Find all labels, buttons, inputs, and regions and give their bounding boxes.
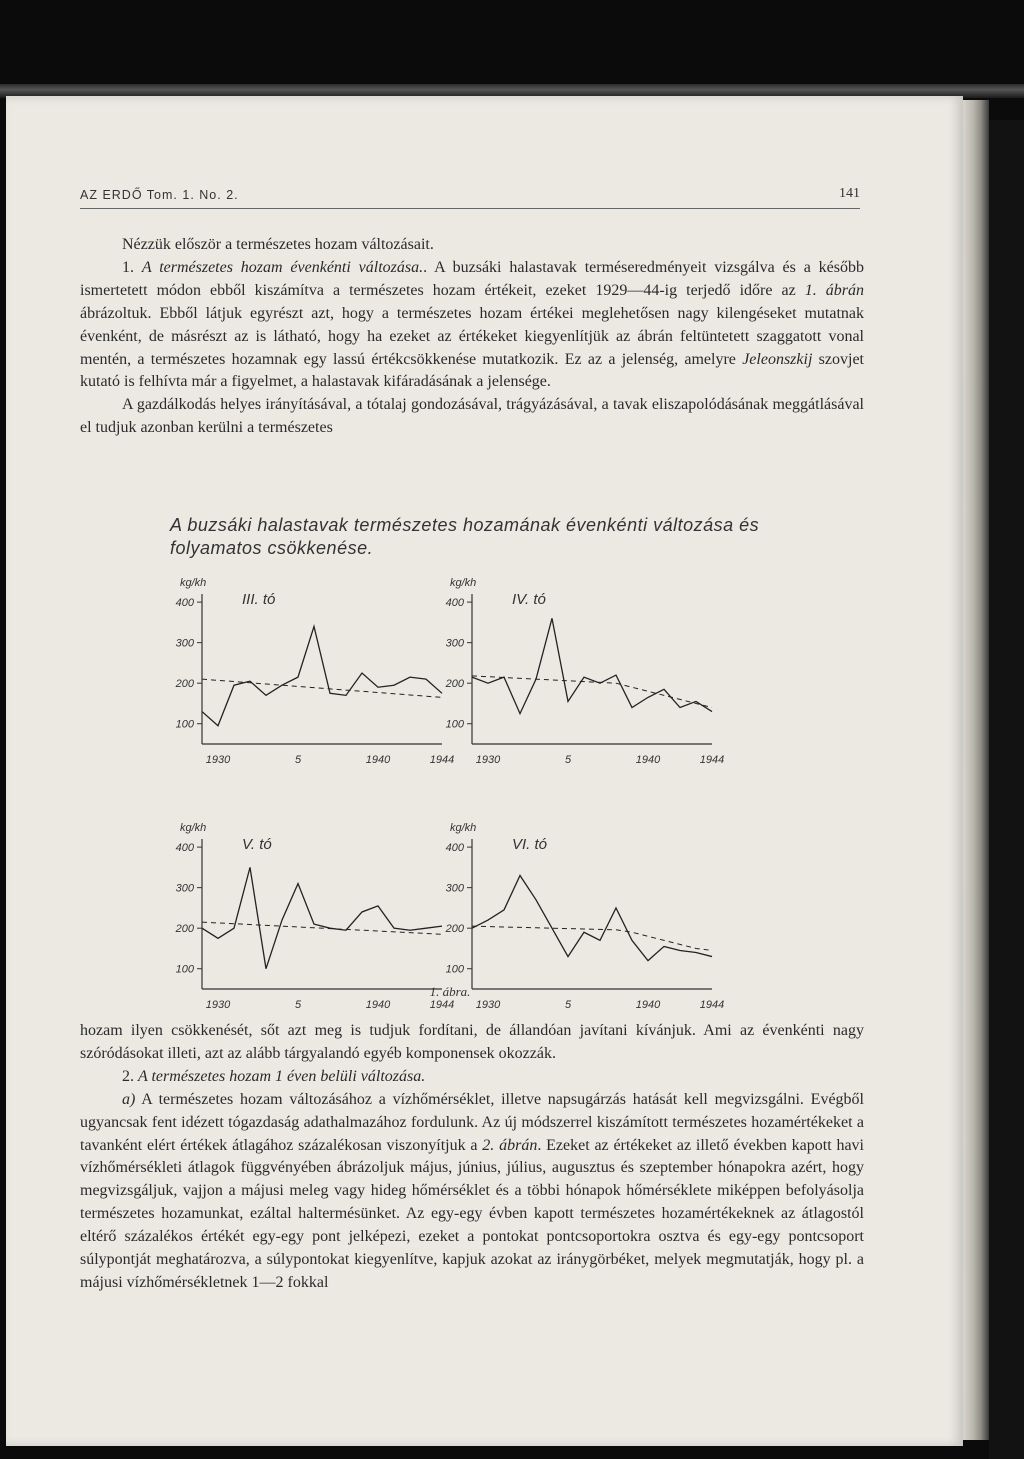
y-tick-label: 300 (175, 637, 194, 650)
y-tick-label: 100 (445, 718, 464, 731)
y-tick-label: 100 (175, 963, 194, 976)
figure-caption: 1. ábra. (429, 984, 471, 999)
author-name: Jeleonszkij (742, 350, 813, 368)
y-tick-label: 200 (445, 678, 464, 691)
x-tick-label: 1940 (635, 754, 661, 766)
body-text-bottom (80, 1020, 864, 1295)
paragraph-subsection-a: a) A természetes hozam változásához a vízhőmérséklet, illetve napsugárzás hatását kell megvizsgálni. Evégből ugyancsak fent idézett tógazdaság adathalmazához fordulunk. Az új módszerrel kiszámított természetes hozamértékeket a tavanként elért értékek átlagához százalékosan viszonyítjuk a 2. ábrán. Ezeket az értékeket az illető években kapott havi vízhőmérsékleti átlagok függvényében ábrázoljuk május, június, július, augusztus és szeptember hónapokra azért, hogy megvizsgáljuk, vajjon a májusi meleg vagy hideg hőmérséklet és a többi hónapok hőmérséklete miképpen befolyásolja természetes hozamunkat, ezáltal haltermésünket. Az egy-egy évben kapott természetes hozamértékeknek az átlagostól eltérő százalékos értékét egy-egy pont jelképezi, ezeket a pontokat pontcsoportokra osztva és egy-egy pontcsoport súlypontját meghatározva, a súlypontokat kiegyenlítve, kapjuk azokat az iránygörbéket, melyek megmutatják, hogy pl. a májusi vízhőmérsékletnek 1—2 fokkal (80, 1090, 864, 1291)
natural-yield-line (472, 875, 712, 960)
trend-dashed-line (202, 679, 442, 697)
panel-label: III. tó (242, 591, 276, 608)
y-tick-label: 200 (175, 923, 194, 936)
x-tick-label: 5 (294, 754, 302, 766)
paragraph-intro: Nézzük először a természetes hozam változásait. (122, 236, 434, 253)
y-unit-label: kg/kh (180, 577, 207, 589)
background-dark (989, 120, 1024, 1459)
x-tick-label: 1944 (429, 754, 455, 766)
x-tick-label: 1940 (365, 754, 391, 766)
natural-yield-line (202, 626, 442, 725)
paragraph-section-2 (80, 1066, 864, 1089)
x-tick-label: 1940 (365, 999, 391, 1011)
figure-reference: 1. ábrán (804, 281, 864, 299)
paragraph-management: A gazdálkodás helyes irányításával, a tótalaj gondozásával, trágyázásával, a tavak eliszapolódásának meggátlásával el tudjuk azonban kerülni a természetes (80, 396, 864, 437)
y-unit-label: kg/kh (450, 577, 477, 589)
x-tick-label: 1940 (635, 999, 661, 1011)
y-tick-label: 200 (445, 923, 464, 936)
section-title: A természetes hozam 1 éven belüli változása. (138, 1067, 426, 1085)
body-text-top (80, 234, 864, 440)
x-tick-label: 1930 (475, 999, 501, 1011)
x-tick-label: 1930 (205, 999, 231, 1011)
figure-title: A buzsáki halastavak természetes hozamának évenkénti változása és folyamatos csökkenése. (170, 515, 760, 558)
x-tick-label: 1930 (205, 754, 231, 766)
y-tick-label: 100 (175, 718, 194, 731)
trend-dashed-line (202, 922, 442, 934)
y-tick-label: 400 (175, 597, 194, 610)
page-stack-edge (963, 100, 989, 1440)
journal-title: AZ ERDŐ Tom. 1. No. 2. (80, 188, 239, 202)
panel-label: V. tó (242, 836, 272, 853)
y-tick-label: 100 (445, 963, 464, 976)
y-tick-label: 400 (175, 842, 194, 855)
panel-label: IV. tó (512, 591, 546, 608)
subsection-marker: a) (122, 1090, 136, 1108)
x-tick-label: 5 (294, 999, 302, 1011)
y-tick-label: 300 (175, 882, 194, 895)
paragraph-section-1: 1. A természetes hozam évenkénti változása.. A buzsáki halastavak terméseredményeit vizsgálva és a később ismertetett módon ebből kiszámítva a természetes hozam értékeit, ezeket 1929—44-ig terjedő időre az 1. ábrán ábrázoltuk. Ebből látjuk egyrészt azt, hogy a természetes hozam értékei meglehetősen nagy kilengéseket mutatnak évenként, de másrészt az is látható, hogy ha ezeket az értékeket kiegyenlítjük az ábrán feltüntetett szaggatott vonal mentén, a természetes hozamnak egy lassú értékcsökkenése mutatkozik. Ez az a jelenség, amelyre Jeleonszkij szovjet kutató is felhívta már a figyelmet, a halastavak kifáradásának a jelensége. (80, 258, 864, 391)
y-tick-label: 200 (175, 678, 194, 691)
page-number: 141 (839, 186, 860, 201)
y-tick-label: 400 (445, 597, 464, 610)
paragraph-continuation: hozam ilyen csökkenését, sőt azt meg is tudjuk fordítani, de állandóan javítani kívánjuk. Ami az évenkénti nagy szóródásokat illeti, azt az alább tárgyalandó egyéb komponensek okozzák. (80, 1022, 864, 1062)
natural-yield-line (472, 618, 712, 713)
y-unit-label: kg/kh (180, 822, 207, 834)
y-unit-label: kg/kh (450, 822, 477, 834)
section-number: 2. (122, 1067, 134, 1085)
x-tick-label: 1944 (429, 999, 455, 1011)
figure-chart-panels (130, 564, 770, 1044)
x-tick-label: 5 (564, 999, 572, 1011)
section-title: A természetes hozam évenkénti változása. (141, 258, 424, 276)
x-tick-label: 1930 (475, 754, 501, 766)
trend-dashed-line (472, 926, 712, 950)
x-tick-label: 1944 (699, 754, 725, 766)
section-number: 1. (122, 258, 134, 276)
y-tick-label: 300 (445, 882, 464, 895)
panel-label: VI. tó (512, 836, 548, 853)
y-tick-label: 400 (445, 842, 464, 855)
x-tick-label: 1944 (699, 999, 725, 1011)
y-tick-label: 300 (445, 637, 464, 650)
figure-1 (130, 414, 770, 1011)
x-tick-label: 5 (564, 754, 572, 766)
running-header (80, 186, 860, 209)
natural-yield-line (202, 867, 442, 968)
figure-reference: 2. ábrán (482, 1136, 538, 1154)
